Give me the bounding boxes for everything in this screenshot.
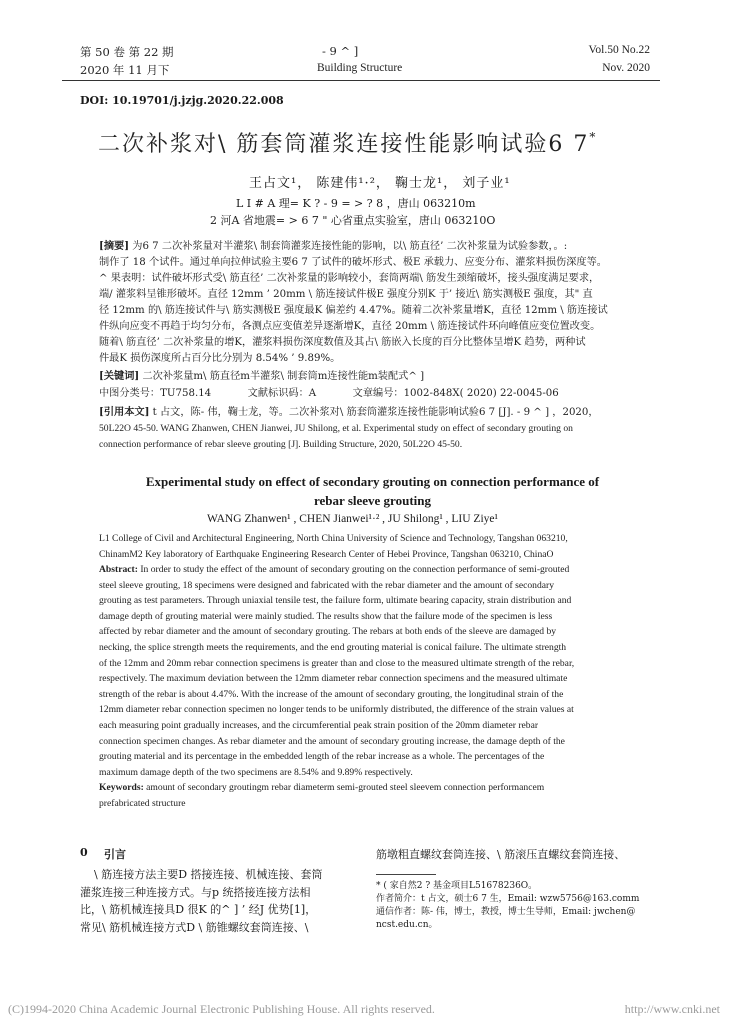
abstract-en-line: steel sleeve grouting, 18 specimens were designed and fabricated with the rebar diameter and the amount of secondary [99, 579, 555, 591]
abstract-en-line: affected by rebar diameter and the amount of secondary grouting. The rebars at both ends of the sleeve are damaged by [99, 626, 557, 638]
body-line: \ 筋连接方法主要D 搭接连接、机械连接、套筒 [94, 868, 323, 881]
document-code: 文献标识码：A [247, 388, 317, 399]
affiliation-en: L1 College of Civil and Architectural Engineering, North China University of Science and Technology, Tangshan 063210, [99, 533, 568, 544]
intro-right-line: 筋墩粗直螺纹套筒连接、\ 筋滚压直螺纹套筒连接、 [376, 848, 626, 861]
clc-number: 中图分类号：TU758.14 [99, 388, 212, 399]
abstract-en-line: connection specimen changes. As rebar diameter and the amount of secondary grouting increase, the damage depth of the [99, 735, 565, 747]
body-line: 灌浆连接三种连接方式。与p 统搭接连接方法相 [80, 885, 311, 899]
abstract-en-line: each measuring point gradually increases, and the circumferential peak strain position of the 20mm diameter rebar [99, 719, 539, 731]
abstract-cn-line: 件纵向应变不再趋于均匀分布，各测点应变值差异逐渐增K，直径 20mm \ 筋连接试件环向峰值应变位置改变。 [99, 321, 601, 332]
section-number: 0 [80, 846, 88, 859]
abstract-en-line: 12mm diameter rebar connection specimen no longer tends to be uniformly distributed, the difference of the strain values at [99, 704, 574, 716]
affiliations-en [85, 531, 660, 562]
abstract-cn-line: 制作了 18 个试件。通过单向拉伸试验主要6 7 了试件的破坏形式、极E 承载力、应变分布、灌浆料损伤深度等。 [99, 257, 607, 268]
footnotes [376, 880, 666, 932]
section-title: 引言 [104, 848, 126, 861]
abstract-cn-line: 件最K 损伤深度所占百分比分别为 8.54% ’ 9.89%。 [99, 353, 341, 364]
abstract-cn-line: 随着\ 筋直径’ 二次补浆量的增K，灌浆料损伤深度数值及其占\ 筋嵌入长度的百分比整体呈增K 趋势，两种试 [99, 337, 586, 348]
keywords-en-line: prefabricated structure [99, 797, 186, 809]
fund-note: * ( 家自然2 ? 基金项目L51678236O。 [376, 881, 538, 891]
abstract-en-line: maximum damage depth of the two specimens are 8.54% and 9.89% respectively. [99, 766, 413, 778]
article-number: 文章编号：1002-848X( 2020) 22-0045-06 [352, 388, 559, 399]
keywords-cn: 二次补浆量m\ 筋直径m半灌浆\ 制套筒m连接性能m装配式^ ] [142, 371, 425, 382]
title-en-line: Experimental study on effect of secondary grouting on connection performance of [145, 474, 600, 489]
header-rule [62, 80, 660, 81]
abstract-en-line: grouting as test parameters. Through uniaxial tensile test, the failure form, ultimate bearing capacity, strain distribution and [99, 595, 572, 607]
doi: DOI: 10.19701/j.jzjg.2020.22.008 [80, 94, 284, 107]
corresponding-author: 通信作者：陈- 伟，博士，教授，博士生导师，Email: jwchen@ [376, 907, 636, 917]
author-note: 作者简介：t 占文，硕士6 7 生，Email: wzw5756@163.comm [376, 894, 640, 904]
abstract-en-label: Abstract: [99, 564, 138, 575]
abstract-en-line: respectively. The maximum deviation between the 12mm diameter rebar connection specimens and the measured ultimate [99, 673, 568, 685]
abstract-cn-line: 端/ 灌浆料呈锥形破坏。直径 12mm ’ 20mm \ 筋连接试件极E 强度分别K 于’ 接近\ 筋实测极E 强度，其" 直 [99, 289, 593, 300]
footnote-rule [376, 874, 436, 875]
affiliation-cn-1: L I # A 理= K ? - 9 = > ? 8 ，唐山 063210m [236, 197, 476, 210]
abstract-en [85, 562, 660, 812]
citation-label: [引用本文] [99, 406, 150, 418]
copyright-notice: (C)1994-2020 China Academic Journal Electronic Publishing House. All rights reserved. [8, 1002, 435, 1016]
abstract-en-line: grouting material and its percentage in the embedded length of the rebar increase as a whole. The percentages of the [99, 751, 545, 763]
keywords-en-label: Keywords: [99, 782, 144, 794]
journal-date: 2020 年 11 月下 [80, 63, 170, 77]
authors-cn: 王占文¹， 陈建伟¹·²， 鞠士龙¹， 刘子业¹ [249, 176, 511, 191]
affiliation-cn-2: 2 河A 省地震= > 6 7 " 心省重点实验室，唐山 063210O [210, 214, 496, 227]
abstract-cn-line: 径 12mm 的\ 筋连接试件与\ 筋实测极E 强度最K 偏差约 4.47%。随着二次补浆量增K，直径 12mm \ 筋连接试 [99, 305, 608, 316]
intro-left-column [80, 866, 365, 936]
keywords-cn-label: [关键词] [99, 370, 140, 382]
journal-volume-en: Vol.50 No.22 [588, 44, 650, 56]
abstract-en-line: strength of the rebar is about 4.47%. With the increase of the amount of secondary grouting, the longitudinal strain of the [99, 688, 564, 700]
body-line: 比，\ 筋机械连接具D 很K 的^ ] ’ 经J 优势[1]， [80, 903, 317, 916]
paper-title-en [85, 472, 660, 510]
journal-name-cn: - 9 ^ ] [322, 44, 359, 58]
citation-line: connection performance of rebar sleeve grouting [J]. Building Structure, 2020, 50L22O 45-50. [99, 438, 463, 450]
journal-date-en: Nov. 2020 [602, 62, 650, 74]
corresponding-author-email: ncst.edu.cn。 [376, 920, 438, 930]
title-en-line: rebar sleeve grouting [314, 493, 431, 508]
abstract-en-line: of the 12mm and 20mm rebar connection specimens is greater than and close to the measured ultimate strength of the rebar, [99, 657, 575, 669]
authors-en: WANG Zhanwen¹ , CHEN Jianwei¹·² , JU Shilong¹ , LIU Ziye¹ [207, 513, 498, 525]
abstract-en-line: In order to study the effect of the amount of secondary grouting on the connection performance of semi-grouted [140, 564, 570, 575]
paper-title-cn [98, 127, 597, 158]
cnki-link[interactable]: http://www.cnki.net [624, 1002, 720, 1016]
abstract-en-line: damage depth of grouting material were mainly studied. The results show that the failure mode of the specimen is less [99, 610, 553, 622]
affiliation-en: ChinamM2 Key laboratory of Earthquake Engineering Research Center of Hebei Province, Tangshan 063210, ChinaO [99, 548, 554, 560]
keywords-en: amount of secondary groutingm rebar diameterm semi-grouted steel sleevem connection performancem [146, 782, 545, 794]
abstract-cn-line: 为6 7 二次补浆量对半灌浆\ 制套筒灌浆连接性能的影响，以\ 筋直径’ 二次补浆量为试验参数，。: [132, 241, 568, 252]
citation-line: t 占文，陈- 伟，鞠士龙，等。二次补浆对\ 筋套筒灌浆连接性能影响试验6 7 [J]. - 9 ^ ] ，2020， [152, 407, 599, 418]
journal-volume: 第 50 卷 第 22 期 [80, 45, 174, 59]
title-footnote-mark: * [589, 130, 598, 144]
title-text: 二次补浆对\ 筋套筒灌浆连接性能影响试验6 7 [98, 132, 590, 157]
citation-line: 50L22O 45-50. WANG Zhanwen, CHEN Jianwei, JU Shilong, et al. Experimental study on effect of secondary grouting on [99, 423, 573, 434]
abstract-cn-line: ^ 果表明：试件破坏形式受\ 筋直径’ 二次补浆量的影响较小，套筒两端\ 筋发生颈缩破坏，接头强度满足要求， [99, 273, 600, 284]
abstract-en-line: necking, the splice strength meets the requirements, and the end grouting material is conical failure. The ultimate strength [99, 641, 567, 653]
body-line: 常见\ 筋机械连接方式D \ 筋锥螺纹套筒连接、\ [80, 920, 309, 934]
abstract-cn [99, 238, 659, 452]
abstract-cn-label: [摘要] [99, 240, 130, 252]
journal-name-en: Building Structure [317, 62, 403, 74]
